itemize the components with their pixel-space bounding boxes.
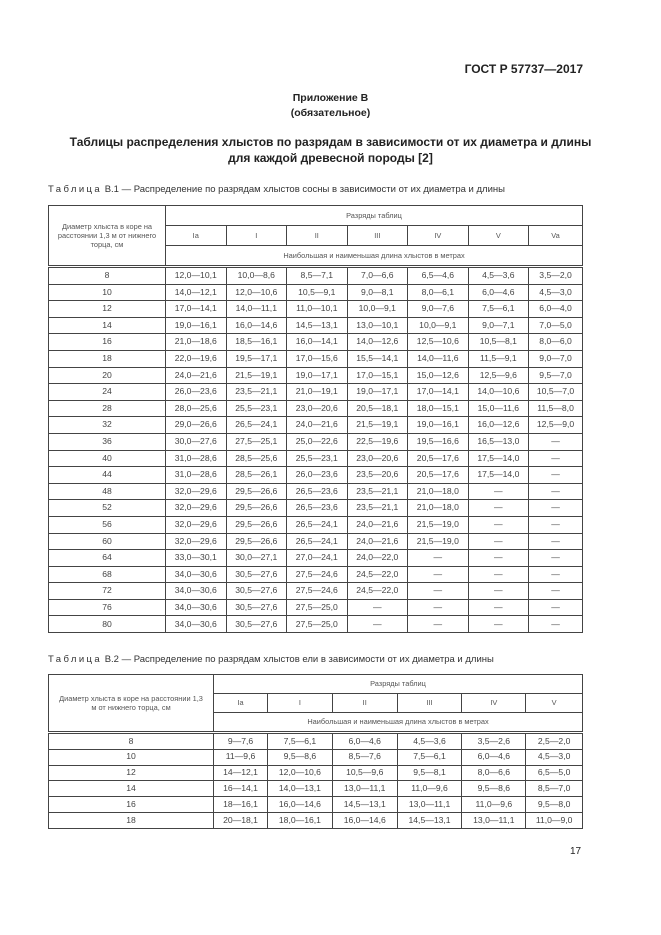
table-row — [49, 749, 583, 765]
length-range-cell: 12,5—9,6 — [468, 367, 529, 384]
length-range-cell: 19,0—16,1 — [408, 417, 469, 434]
length-range-cell: 23,0—20,6 — [347, 450, 408, 467]
length-range-cell: 18,5—16,1 — [226, 334, 287, 351]
grade-header: IV — [408, 226, 469, 246]
table2 — [48, 674, 583, 829]
length-range-cell: 23,5—21,1 — [347, 483, 408, 500]
page-number: 17 — [570, 846, 582, 857]
length-range-cell: 24,0—21,6 — [166, 367, 227, 384]
diameter-cell: 20 — [49, 367, 166, 384]
diameter-cell: 36 — [49, 433, 166, 450]
grade-header: IV — [462, 694, 526, 713]
length-range-cell: 19,5—16,6 — [408, 433, 469, 450]
length-range-cell: 13,0—11,1 — [332, 781, 397, 797]
length-range-cell: 11,0—9,6 — [397, 781, 462, 797]
length-range-cell: 9,5—7,0 — [529, 367, 583, 384]
length-range-cell: 7,5—6,1 — [268, 733, 333, 750]
length-range-cell: 8,0—6,6 — [462, 765, 526, 781]
table-row — [49, 797, 583, 813]
caption-label: Таблица — [48, 184, 103, 195]
length-range-cell: — — [529, 500, 583, 517]
table-row — [49, 533, 583, 550]
length-range-cell: 7,5—6,1 — [468, 301, 529, 318]
diameter-cell: 56 — [49, 516, 166, 533]
length-range-cell: 14,0—11,6 — [408, 350, 469, 367]
length-range-cell: — — [529, 516, 583, 533]
length-range-cell: — — [529, 483, 583, 500]
length-range-cell: 3,5—2,0 — [529, 267, 583, 285]
diameter-cell: 76 — [49, 599, 166, 616]
length-range-cell: 9,5—8,1 — [397, 765, 462, 781]
length-range-cell: 11,0—10,1 — [287, 301, 348, 318]
length-range-cell: 25,0—22,6 — [287, 433, 348, 450]
length-range-cell: — — [529, 433, 583, 450]
length-range-cell: 8,5—7,0 — [526, 781, 583, 797]
length-range-cell: 34,0—30,6 — [166, 583, 227, 600]
grade-header: V — [526, 694, 583, 713]
grade-header: I — [226, 226, 287, 246]
caption-label: Таблица — [48, 654, 103, 665]
length-range-cell: 14,5—13,1 — [332, 797, 397, 813]
length-range-cell: 10,5—7,0 — [529, 384, 583, 401]
length-range-cell: 13,0—11,1 — [462, 812, 526, 828]
length-range-cell: 27,5—24,6 — [287, 566, 348, 583]
length-range-cell: 21,5—19,1 — [226, 367, 287, 384]
length-header: Наибольшая и наименьшая длина хлыстов в метрах — [214, 713, 583, 733]
diameter-cell: 18 — [49, 812, 214, 828]
caption-text: — Распределение по разрядам хлыстов ели в зависимости от их диаметра и длины — [118, 654, 494, 665]
length-range-cell: 26,0—23,6 — [166, 384, 227, 401]
diameter-cell: 40 — [49, 450, 166, 467]
length-range-cell: 9—7,6 — [214, 733, 268, 750]
length-range-cell: 17,0—14,1 — [166, 301, 227, 318]
length-range-cell: 11,5—9,1 — [468, 350, 529, 367]
table-row — [49, 566, 583, 583]
length-range-cell: 12,5—9,0 — [529, 417, 583, 434]
length-range-cell: 20,5—18,1 — [347, 400, 408, 417]
diameter-cell: 28 — [49, 400, 166, 417]
length-range-cell: 12,0—10,6 — [268, 765, 333, 781]
length-range-cell: 7,5—6,1 — [397, 749, 462, 765]
length-range-cell: 19,0—17,1 — [347, 384, 408, 401]
length-range-cell: 6,0—4,6 — [462, 749, 526, 765]
diameter-cell: 14 — [49, 317, 166, 334]
table-row — [49, 400, 583, 417]
length-range-cell: 17,0—15,1 — [347, 367, 408, 384]
length-range-cell: 31,0—28,6 — [166, 450, 227, 467]
diameter-cell: 44 — [49, 467, 166, 484]
diameter-cell: 72 — [49, 583, 166, 600]
table-row — [49, 765, 583, 781]
length-range-cell: 4,5—3,0 — [526, 749, 583, 765]
appendix-heading — [0, 91, 661, 121]
length-range-cell: 15,0—11,6 — [468, 400, 529, 417]
length-range-cell: 20,5—17,6 — [408, 450, 469, 467]
length-range-cell: 9,5—8,0 — [526, 797, 583, 813]
caption-number: В.1 — [104, 184, 119, 195]
length-range-cell: — — [529, 599, 583, 616]
length-range-cell: — — [468, 616, 529, 633]
length-range-cell: — — [529, 450, 583, 467]
length-range-cell: — — [468, 516, 529, 533]
length-range-cell: 12,0—10,6 — [226, 284, 287, 301]
table-row — [49, 350, 583, 367]
length-range-cell: 27,0—24,1 — [287, 550, 348, 567]
length-range-cell: — — [468, 500, 529, 517]
table-row — [49, 384, 583, 401]
length-range-cell: 11,0—9,6 — [462, 797, 526, 813]
grade-header: Va — [529, 226, 583, 246]
length-range-cell: 17,5—14,0 — [468, 467, 529, 484]
length-range-cell: 9,0—8,1 — [347, 284, 408, 301]
length-range-cell: 24,5—22,0 — [347, 583, 408, 600]
length-range-cell: 34,0—30,6 — [166, 616, 227, 633]
table-row — [49, 781, 583, 797]
table1-caption — [48, 184, 505, 195]
table-row — [49, 583, 583, 600]
length-range-cell: 16,5—13,0 — [468, 433, 529, 450]
diameter-cell: 24 — [49, 384, 166, 401]
length-range-cell: 17,5—14,0 — [468, 450, 529, 467]
length-range-cell: 24,5—22,0 — [347, 566, 408, 583]
length-range-cell: 29,5—26,6 — [226, 500, 287, 517]
length-range-cell: — — [468, 599, 529, 616]
length-range-cell: 21,5—19,1 — [347, 417, 408, 434]
length-range-cell: 4,5—3,6 — [397, 733, 462, 750]
length-range-cell: 29,5—26,6 — [226, 533, 287, 550]
length-range-cell: 6,0—4,6 — [468, 284, 529, 301]
table-row — [49, 284, 583, 301]
length-range-cell: 13,0—10,1 — [347, 317, 408, 334]
diameter-cell: 48 — [49, 483, 166, 500]
length-range-cell: 6,0—4,0 — [529, 301, 583, 318]
length-range-cell: 2,5—2,0 — [526, 733, 583, 750]
table-row — [49, 616, 583, 633]
length-range-cell: 20,5—17,6 — [408, 467, 469, 484]
length-range-cell: 14,0—12,1 — [166, 284, 227, 301]
diameter-cell: 32 — [49, 417, 166, 434]
length-range-cell: — — [529, 550, 583, 567]
diameter-header: Диаметр хлыста в коре на расстоянии 1,3 м от нижнего торца, см — [49, 675, 214, 733]
appendix-status: (обязательное) — [290, 107, 371, 119]
length-range-cell: 9,0—7,0 — [529, 350, 583, 367]
table-row — [49, 334, 583, 351]
table-row — [49, 733, 583, 750]
length-range-cell: — — [408, 583, 469, 600]
diameter-cell: 18 — [49, 350, 166, 367]
length-range-cell: 11—9,6 — [214, 749, 268, 765]
diameter-cell: 80 — [49, 616, 166, 633]
length-range-cell: 23,5—21,1 — [226, 384, 287, 401]
diameter-header: Диаметр хлыста в коре на расстоянии 1,3 м от нижнего торца, см — [49, 206, 166, 267]
length-range-cell: 16,0—12,6 — [468, 417, 529, 434]
length-range-cell: 8,0—6,0 — [529, 334, 583, 351]
length-range-cell: 30,5—27,6 — [226, 616, 287, 633]
length-range-cell: 18,0—15,1 — [408, 400, 469, 417]
length-range-cell: 14,0—12,6 — [347, 334, 408, 351]
length-range-cell: — — [347, 599, 408, 616]
standard-number: ГОСТ Р 57737—2017 — [464, 62, 583, 76]
length-range-cell: 10,0—8,6 — [226, 267, 287, 285]
table-row — [49, 483, 583, 500]
length-range-cell: 14,0—11,1 — [226, 301, 287, 318]
length-range-cell: 4,5—3,6 — [468, 267, 529, 285]
length-range-cell: 24,0—22,0 — [347, 550, 408, 567]
length-range-cell: 23,5—20,6 — [347, 467, 408, 484]
length-range-cell: 17,0—14,1 — [408, 384, 469, 401]
table-row — [49, 500, 583, 517]
length-range-cell: 24,0—21,6 — [347, 516, 408, 533]
length-range-cell: 30,0—27,1 — [226, 550, 287, 567]
length-range-cell: 30,5—27,6 — [226, 566, 287, 583]
length-range-cell: — — [529, 583, 583, 600]
grade-header: III — [347, 226, 408, 246]
length-range-cell: — — [468, 550, 529, 567]
length-range-cell: 15,5—14,1 — [347, 350, 408, 367]
length-range-cell: 24,0—21,6 — [287, 417, 348, 434]
table-row — [49, 433, 583, 450]
table1 — [48, 205, 583, 633]
length-range-cell: 27,5—25,0 — [287, 599, 348, 616]
length-range-cell: 16,0—14,1 — [287, 334, 348, 351]
length-range-cell: 29,5—26,6 — [226, 483, 287, 500]
length-range-cell: 26,5—24,1 — [226, 417, 287, 434]
length-range-cell: 28,5—26,1 — [226, 467, 287, 484]
length-range-cell: 23,5—21,1 — [347, 500, 408, 517]
title-line-1: Таблицы распределения хлыстов по разрядам в зависимости от их диаметра и длины — [69, 135, 592, 149]
length-range-cell: — — [468, 483, 529, 500]
length-range-cell: 33,0—30,1 — [166, 550, 227, 567]
length-range-cell: — — [529, 467, 583, 484]
appendix-name: Приложение В — [292, 92, 369, 104]
caption-text: — Распределение по разрядам хлыстов сосны в зависимости от их диаметра и длины — [118, 184, 505, 195]
length-range-cell: 9,0—7,1 — [468, 317, 529, 334]
table2-caption — [48, 654, 494, 665]
length-range-cell: 22,0—19,6 — [166, 350, 227, 367]
length-range-cell: 26,0—23,6 — [287, 467, 348, 484]
length-range-cell: 8,0—6,1 — [408, 284, 469, 301]
length-range-cell: 17,0—15,6 — [287, 350, 348, 367]
length-range-cell: 31,0—28,6 — [166, 467, 227, 484]
table-row — [49, 267, 583, 285]
length-range-cell: — — [468, 533, 529, 550]
length-range-cell: 8,5—7,6 — [332, 749, 397, 765]
length-range-cell: 27,5—24,6 — [287, 583, 348, 600]
length-range-cell: 25,5—23,1 — [287, 450, 348, 467]
grade-header: I — [268, 694, 333, 713]
length-range-cell: — — [529, 616, 583, 633]
length-range-cell: 22,5—19,6 — [347, 433, 408, 450]
length-range-cell: 12,0—10,1 — [166, 267, 227, 285]
length-range-cell: 26,5—23,6 — [287, 500, 348, 517]
grade-header: Ia — [214, 694, 268, 713]
length-range-cell: 21,0—18,6 — [166, 334, 227, 351]
length-range-cell: 9,0—7,6 — [408, 301, 469, 318]
length-range-cell: 14—12,1 — [214, 765, 268, 781]
diameter-cell: 8 — [49, 267, 166, 285]
length-range-cell: 28,0—25,6 — [166, 400, 227, 417]
length-range-cell: — — [468, 566, 529, 583]
length-range-cell: 21,0—18,0 — [408, 483, 469, 500]
section-title — [0, 134, 661, 166]
length-range-cell: 11,0—9,0 — [526, 812, 583, 828]
length-range-cell: 11,5—8,0 — [529, 400, 583, 417]
length-range-cell: 10,0—9,1 — [408, 317, 469, 334]
length-range-cell: 9,5—8,6 — [462, 781, 526, 797]
diameter-cell: 10 — [49, 749, 214, 765]
title-line-2: для каждой древесной породы [2] — [228, 151, 433, 165]
length-range-cell: 16—14,1 — [214, 781, 268, 797]
length-range-cell: 16,0—14,6 — [226, 317, 287, 334]
diameter-cell: 16 — [49, 797, 214, 813]
length-range-cell: 29,0—26,6 — [166, 417, 227, 434]
table-row — [49, 812, 583, 828]
length-range-cell: 18—16,1 — [214, 797, 268, 813]
grade-header: II — [332, 694, 397, 713]
length-range-cell: 30,5—27,6 — [226, 599, 287, 616]
length-range-cell: 21,5—19,0 — [408, 516, 469, 533]
table-row — [49, 550, 583, 567]
length-range-cell: 12,5—10,6 — [408, 334, 469, 351]
length-range-cell: 7,0—5,0 — [529, 317, 583, 334]
length-range-cell: 21,0—18,0 — [408, 500, 469, 517]
length-range-cell: — — [408, 550, 469, 567]
diameter-cell: 60 — [49, 533, 166, 550]
length-range-cell: 32,0—29,6 — [166, 516, 227, 533]
table-row — [49, 367, 583, 384]
length-range-cell: — — [408, 566, 469, 583]
length-range-cell: 19,0—16,1 — [166, 317, 227, 334]
table-row — [49, 317, 583, 334]
grades-header: Разряды таблиц — [214, 675, 583, 694]
length-range-cell: 10,0—9,1 — [347, 301, 408, 318]
length-range-cell: 16,0—14,6 — [268, 797, 333, 813]
table-row — [49, 599, 583, 616]
length-range-cell: 30,5—27,6 — [226, 583, 287, 600]
diameter-cell: 52 — [49, 500, 166, 517]
length-range-cell: 14,0—13,1 — [268, 781, 333, 797]
diameter-cell: 10 — [49, 284, 166, 301]
length-range-cell: — — [408, 599, 469, 616]
length-range-cell: 6,5—4,6 — [408, 267, 469, 285]
length-range-cell: 10,5—8,1 — [468, 334, 529, 351]
table-row — [49, 417, 583, 434]
table-row — [49, 450, 583, 467]
length-range-cell: 13,0—11,1 — [397, 797, 462, 813]
grade-header: Ia — [166, 226, 227, 246]
length-range-cell: 32,0—29,6 — [166, 533, 227, 550]
length-range-cell: — — [468, 583, 529, 600]
length-header: Наибольшая и наименьшая длина хлыстов в метрах — [166, 246, 583, 267]
grades-header: Разряды таблиц — [166, 206, 583, 226]
length-range-cell: — — [529, 533, 583, 550]
length-range-cell: 14,5—13,1 — [397, 812, 462, 828]
length-range-cell: 8,5—7,1 — [287, 267, 348, 285]
diameter-cell: 68 — [49, 566, 166, 583]
diameter-cell: 12 — [49, 765, 214, 781]
grade-header: V — [468, 226, 529, 246]
length-range-cell: 16,0—14,6 — [332, 812, 397, 828]
grade-header: III — [397, 694, 462, 713]
length-range-cell: 23,0—20,6 — [287, 400, 348, 417]
length-range-cell: 21,0—19,1 — [287, 384, 348, 401]
length-range-cell: 30,0—27,6 — [166, 433, 227, 450]
length-range-cell: 34,0—30,6 — [166, 566, 227, 583]
length-range-cell: 25,5—23,1 — [226, 400, 287, 417]
table-row — [49, 516, 583, 533]
table-row — [49, 467, 583, 484]
length-range-cell: 26,5—24,1 — [287, 533, 348, 550]
length-range-cell: — — [347, 616, 408, 633]
length-range-cell: 34,0—30,6 — [166, 599, 227, 616]
length-range-cell: 6,5—5,0 — [526, 765, 583, 781]
length-range-cell: 27,5—25,0 — [287, 616, 348, 633]
caption-number: В.2 — [104, 654, 119, 665]
length-range-cell: 9,5—8,6 — [268, 749, 333, 765]
table-row — [49, 301, 583, 318]
length-range-cell: — — [408, 616, 469, 633]
length-range-cell: 3,5—2,6 — [462, 733, 526, 750]
length-range-cell: 4,5—3,0 — [529, 284, 583, 301]
length-range-cell: 6,0—4,6 — [332, 733, 397, 750]
length-range-cell: 24,0—21,6 — [347, 533, 408, 550]
diameter-cell: 8 — [49, 733, 214, 750]
diameter-cell: 12 — [49, 301, 166, 318]
length-range-cell: 14,5—13,1 — [287, 317, 348, 334]
length-range-cell: 14,0—10,6 — [468, 384, 529, 401]
length-range-cell: — — [529, 566, 583, 583]
length-range-cell: 26,5—24,1 — [287, 516, 348, 533]
diameter-cell: 14 — [49, 781, 214, 797]
length-range-cell: 10,5—9,1 — [287, 284, 348, 301]
length-range-cell: 19,5—17,1 — [226, 350, 287, 367]
length-range-cell: 26,5—23,6 — [287, 483, 348, 500]
length-range-cell: 18,0—16,1 — [268, 812, 333, 828]
length-range-cell: 28,5—25,6 — [226, 450, 287, 467]
length-range-cell: 32,0—29,6 — [166, 500, 227, 517]
diameter-cell: 16 — [49, 334, 166, 351]
length-range-cell: 32,0—29,6 — [166, 483, 227, 500]
length-range-cell: 10,5—9,6 — [332, 765, 397, 781]
length-range-cell: 29,5—26,6 — [226, 516, 287, 533]
length-range-cell: 7,0—6,6 — [347, 267, 408, 285]
length-range-cell: 21,5—19,0 — [408, 533, 469, 550]
length-range-cell: 20—18,1 — [214, 812, 268, 828]
grade-header: II — [287, 226, 348, 246]
diameter-cell: 64 — [49, 550, 166, 567]
length-range-cell: 27,5—25,1 — [226, 433, 287, 450]
length-range-cell: 15,0—12,6 — [408, 367, 469, 384]
length-range-cell: 19,0—17,1 — [287, 367, 348, 384]
